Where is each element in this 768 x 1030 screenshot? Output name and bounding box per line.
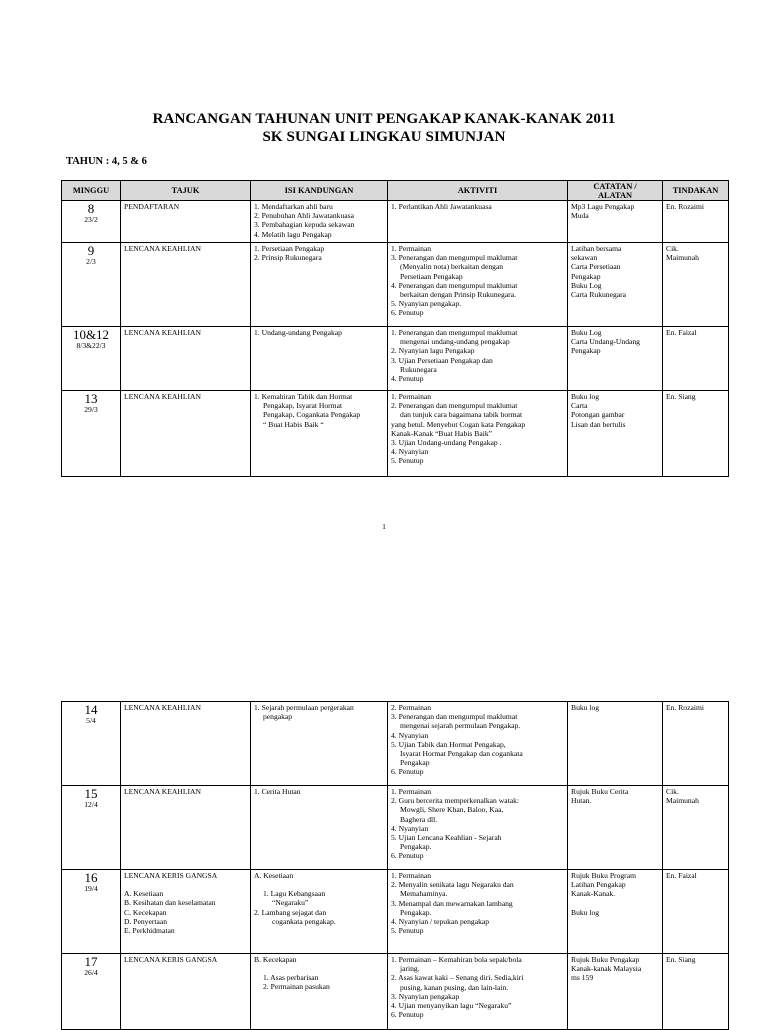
aktiviti-cell <box>388 201 568 243</box>
tindakan-line: Cik. <box>666 787 679 796</box>
isi-line: “Negaraku” <box>272 898 309 908</box>
page-number: 1 <box>382 522 386 531</box>
catatan-line: Rujuk Buku Program <box>571 871 636 880</box>
header-isi-kandungan: ISI KANDUNGAN <box>251 181 388 201</box>
isi-line: 3. Pembahagian kepuda sekawan <box>254 220 355 230</box>
catatan-line: Buku log <box>571 392 600 401</box>
isi-line: 2. Penubuhan Ahli Jawatankuasa <box>254 211 354 221</box>
tajuk-cell <box>121 702 251 786</box>
aktiviti-line: 5. Ujian Tabik dan Hormat Pengakap, <box>391 739 506 749</box>
week-cell <box>62 391 121 477</box>
header-tajuk: TAJUK <box>121 181 251 201</box>
isi-line: pengakap <box>263 712 293 722</box>
tajuk-cell <box>121 327 251 391</box>
isi-kandungan-cell <box>251 327 388 391</box>
week-number: 16 <box>84 870 98 885</box>
isi-line: 1. Undang-undang Pengakap <box>254 328 342 337</box>
catatan-line: Buku Log <box>571 328 602 337</box>
catatan-cell <box>568 201 663 243</box>
aktiviti-line: Pengakap. <box>400 907 432 917</box>
aktiviti-line: berkaitan dengan Prinsip Rukunegara. <box>400 290 516 300</box>
aktiviti-line: 2. Menyalin senikata lagu Negaraku dan <box>391 880 514 890</box>
catatan-gap <box>571 899 659 908</box>
document-title: RANCANGAN TAHUNAN UNIT PENGAKAP KANAK-KANAK 2011 <box>152 111 616 127</box>
isi-kandungan-cell <box>251 243 388 327</box>
aktiviti-line: 3. Penerangan dan mengumpul maklumat <box>391 253 518 263</box>
isi-line: 1. Sejarah permulaan pergerakan <box>254 703 354 712</box>
aktiviti-line: Pengakap. <box>400 842 432 852</box>
aktiviti-line: Memahaminya. <box>400 889 448 899</box>
aktiviti-line: yang betul. Menyebut Cogan kata Pengakap <box>391 419 526 429</box>
isi-line: 2. Lambang sejagat dan <box>254 907 327 917</box>
tajuk-line: LENCANA KEAHLIAN <box>124 392 201 401</box>
week-cell <box>62 702 121 786</box>
tajuk-cell <box>121 870 251 954</box>
catatan-line: Latihan bersama <box>571 244 622 253</box>
isi-line: 1. Asas perbarisan <box>263 973 319 983</box>
week-cell <box>62 327 121 391</box>
week-cell <box>62 786 121 870</box>
week-number: 13 <box>84 391 98 406</box>
catatan-cell <box>568 391 663 477</box>
header-catatan-line2: ALATAN <box>597 190 633 200</box>
schedule-table-page-2 <box>61 701 729 1030</box>
catatan-line: Hutan. <box>571 796 592 806</box>
isi-line: “ Buat Habis Baik “ <box>263 419 324 429</box>
isi-line: cogankata pengakap. <box>272 916 336 926</box>
table-body-page-1 <box>62 201 729 477</box>
aktiviti-line: 4. Nyanyian <box>391 447 429 457</box>
week-number: 17 <box>84 954 98 969</box>
catatan-line: Kanak-kanak Malaysia <box>571 964 642 974</box>
isi-line: 1. Kemahiran Tabik dan Hormat <box>254 392 353 401</box>
tindakan-line: En. Siang <box>666 955 696 964</box>
isi-line: 1. Mendaftarkan ahli baru <box>254 202 333 211</box>
tajuk-cell <box>121 391 251 477</box>
aktiviti-cell <box>388 870 568 954</box>
week-number: 9 <box>87 243 95 258</box>
tindakan-line: En. Rozaimi <box>666 202 704 211</box>
table-body-page-2 <box>62 702 729 1030</box>
catatan-line: Pengakap <box>571 346 601 356</box>
isi-kandungan-cell <box>251 786 388 870</box>
tajuk-cell <box>121 243 251 327</box>
catatan-line: Latihan Pengakap <box>571 880 626 890</box>
aktiviti-line: 4. Penerangan dan mengumpul maklumat <box>391 280 518 290</box>
isi-line: B. Kecekapan <box>254 955 297 964</box>
aktiviti-line: Isyarat Hormat Pengakap dan cogankata <box>400 749 523 759</box>
isi-line: 2. Permainan pasukan <box>263 982 330 992</box>
week-cell <box>62 870 121 954</box>
aktiviti-line: 4. Ujian menyanyikan lagu “Negaraku” <box>391 1001 512 1011</box>
schedule-table-page-1 <box>61 180 729 477</box>
catatan-line: Rujuk Buku Cerita <box>571 787 629 796</box>
week-cell <box>62 201 121 243</box>
tindakan-line: En. Siang <box>666 392 696 401</box>
aktiviti-line: 1. Permainan <box>391 871 432 880</box>
table-row <box>62 201 729 243</box>
tindakan-line: En. Rozaimi <box>666 703 704 712</box>
tindakan-cell <box>663 954 729 1030</box>
header-catatan-alatan <box>568 181 663 201</box>
catatan-line: Carta <box>571 401 588 411</box>
tajuk-line: LENCANA KEAHLIAN <box>124 703 201 712</box>
isi-kandungan-cell <box>251 201 388 243</box>
aktiviti-line: 4. Nyanyian / tepukan pengakap <box>391 917 490 927</box>
aktiviti-line: Rukunegara <box>400 364 437 374</box>
aktiviti-line: 1. Perlantikan Ahli Jawatankuasa <box>391 202 492 211</box>
aktiviti-cell <box>388 702 568 786</box>
aktiviti-line: 5. Ujian Lencana Keahlian - Sejarah <box>391 833 502 843</box>
table-row <box>62 391 729 477</box>
week-date: 5/4 <box>86 716 96 725</box>
catatan-line: Buku Log <box>571 280 602 290</box>
aktiviti-line: pusing, kanan pusing, dan lain-lain. <box>400 982 509 992</box>
week-date: 8/3&22/3 <box>76 341 106 350</box>
aktiviti-line: mengenai undang-undang pengakap <box>400 337 510 347</box>
header-minggu: MINGGU <box>62 181 121 201</box>
aktiviti-line: 2. Asas kawat kaki – Senang diri. Sedia,kiri <box>391 973 524 983</box>
tajuk-cell <box>121 954 251 1030</box>
catatan-cell <box>568 243 663 327</box>
isi-gap <box>254 880 384 889</box>
school-name: SK SUNGAI LINGKAU SIMUNJAN <box>262 129 506 145</box>
aktiviti-cell <box>388 243 568 327</box>
catatan-line: Mp3 Lagu Pengakap <box>571 202 635 211</box>
catatan-line: Kanak-Kanak. <box>571 889 616 899</box>
isi-line: 2. Prinsip Rukunegara <box>254 253 322 263</box>
aktiviti-line: 1. Permainan – Kemahiran bola sepak/bola <box>391 955 522 964</box>
tajuk-cell <box>121 201 251 243</box>
week-date: 29/3 <box>84 405 98 414</box>
aktiviti-line: (Menyalin nota) berkaitan dengan <box>400 262 504 272</box>
catatan-cell <box>568 954 663 1030</box>
aktiviti-line: 6. Penutup <box>391 308 424 318</box>
isi-line: Pengakap, Cogankata Pengakap <box>263 410 361 420</box>
week-cell <box>62 954 121 1030</box>
aktiviti-line: 2. Nyanyian lagu Pengakap <box>391 346 475 356</box>
aktiviti-line: 3. Menampal dan mewarnakan lambang <box>391 898 513 908</box>
catatan-line: Buku log <box>571 907 600 917</box>
week-date: 23/2 <box>84 215 98 224</box>
tajuk-line: C. Kecekapan <box>124 907 167 917</box>
aktiviti-line: 4. Nyanyian <box>391 730 429 740</box>
aktiviti-cell <box>388 954 568 1030</box>
isi-line: 1. Persetiaan Pengakap <box>254 244 325 253</box>
week-number: 15 <box>84 786 98 801</box>
tajuk-line: E. Perkhidmatan <box>124 926 175 936</box>
tindakan-line: Cik. <box>666 244 679 253</box>
tindakan-cell <box>663 702 729 786</box>
aktiviti-line: 5. Nyanyian pengakap. <box>391 299 462 309</box>
tajuk-cell <box>121 786 251 870</box>
aktiviti-line: 3. Ujian Persetiaan Pengakap dan <box>391 355 493 365</box>
tindakan-cell <box>663 201 729 243</box>
catatan-line: Lisan dan bertulis <box>571 419 626 429</box>
aktiviti-line: 2. Penerangan dan mengumpul maklumat <box>391 401 518 411</box>
aktiviti-line: jaring. <box>400 964 420 974</box>
tindakan-cell <box>663 327 729 391</box>
aktiviti-line: 4. Nyanyian <box>391 823 429 833</box>
aktiviti-line: 5. Penutup <box>391 926 424 936</box>
aktiviti-cell <box>388 327 568 391</box>
tajuk-line: D. Penyertaan <box>124 916 168 926</box>
tindakan-cell <box>663 243 729 327</box>
year-label: TAHUN : 4, 5 & 6 <box>66 156 147 167</box>
isi-line: 1. Cerita Hutan <box>254 787 301 796</box>
week-number: 10&12 <box>72 327 110 342</box>
week-date: 12/4 <box>84 800 98 809</box>
table-row <box>62 954 729 1030</box>
aktiviti-line: 2. Permainan <box>391 703 432 712</box>
week-number: 8 <box>87 201 95 216</box>
isi-kandungan-cell <box>251 391 388 477</box>
isi-kandungan-cell <box>251 870 388 954</box>
table-row <box>62 243 729 327</box>
catatan-line: sekawan <box>571 253 598 263</box>
week-date: 19/4 <box>84 884 98 893</box>
tindakan-line: Maimunah <box>666 796 699 806</box>
week-number: 14 <box>84 702 98 717</box>
aktiviti-line: 4. Penutup <box>391 374 424 384</box>
week-cell <box>62 243 121 327</box>
isi-line: 4. Melatih lagu Pengakap <box>254 229 332 239</box>
tindakan-cell <box>663 391 729 477</box>
tajuk-line: A. Kesetiaan <box>124 889 164 899</box>
tindakan-line: En. Faizal <box>666 328 697 337</box>
catatan-line: Carta Undang-Undang <box>571 337 640 347</box>
tindakan-line: Maimunah <box>666 253 699 263</box>
catatan-cell <box>568 702 663 786</box>
catatan-line: Buku log <box>571 703 600 712</box>
aktiviti-cell <box>388 786 568 870</box>
aktiviti-line: 6. Penutup <box>391 851 424 861</box>
aktiviti-line: 3. Ujian Undang-undang Pengakap . <box>391 438 502 448</box>
tindakan-cell <box>663 786 729 870</box>
tajuk-line: LENCANA KERIS GANGSA <box>124 871 218 880</box>
header-aktiviti: AKTIVITI <box>388 181 568 201</box>
tajuk-gap <box>124 880 247 889</box>
week-date: 2/3 <box>86 257 96 266</box>
aktiviti-line: Persetiaan Pengakap <box>400 271 463 281</box>
header-tindakan: TINDAKAN <box>663 181 729 201</box>
aktiviti-line: 1. Permainan <box>391 392 432 401</box>
catatan-line: ms 159 <box>571 973 594 983</box>
catatan-cell <box>568 327 663 391</box>
aktiviti-line: 5. Penutup <box>391 456 424 466</box>
isi-line: Pengakap, Isyarat Hormat <box>263 401 343 411</box>
catatan-line: Pengakap <box>571 271 601 281</box>
aktiviti-line: 3. Nyanyian pengakap <box>391 991 460 1001</box>
isi-kandungan-cell <box>251 954 388 1030</box>
tindakan-cell <box>663 870 729 954</box>
catatan-line: Muda <box>571 211 589 221</box>
catatan-line: Potongan gambar <box>571 410 625 420</box>
tindakan-line: En. Faizal <box>666 871 697 880</box>
isi-kandungan-cell <box>251 702 388 786</box>
catatan-line: Carta Rukunegara <box>571 290 627 300</box>
catatan-line: Carta Persetiaan <box>571 262 621 272</box>
tajuk-line: PENDAFTARAN <box>124 202 180 211</box>
header-catatan-line1: CATATAN / <box>593 181 637 191</box>
aktiviti-line: dan tunjuk cara bagaimana tabik hormat <box>400 410 523 420</box>
aktiviti-line: Mowgli, Shere Khan, Baloo, Kaa, <box>400 805 504 815</box>
table-row <box>62 702 729 786</box>
isi-line: A. Kesetiaan <box>254 871 294 880</box>
table-row <box>62 786 729 870</box>
isi-gap <box>254 964 384 973</box>
catatan-line: Rujuk Buku Pengakap <box>571 955 640 964</box>
catatan-cell <box>568 786 663 870</box>
tajuk-line: B. Kesihatan dan keselamatan <box>124 898 216 908</box>
aktiviti-line: 6. Penutup <box>391 767 424 777</box>
aktiviti-line: Baghera dll. <box>400 814 438 824</box>
aktiviti-line: 6. Penutup <box>391 1010 424 1020</box>
aktiviti-line: Kanak-Kanak “Buat Habis Baik” <box>391 428 493 438</box>
aktiviti-cell <box>388 391 568 477</box>
aktiviti-line: 3. Penerangan dan mengumpul maklumat <box>391 712 518 722</box>
aktiviti-line: 1. Penerangan dan mengumpul maklumat <box>391 328 518 337</box>
isi-line: 1. Lagu Kebangsaan <box>263 889 326 899</box>
aktiviti-line: 2. Guru bercerita memperkenalkan watak: <box>391 796 519 806</box>
table-row <box>62 327 729 391</box>
aktiviti-line: mengenai sejarah permulaan Pengakap. <box>400 721 521 731</box>
tajuk-line: LENCANA KEAHLIAN <box>124 328 201 337</box>
week-date: 26/4 <box>84 968 98 977</box>
tajuk-line: LENCANA KERIS GANGSA <box>124 955 218 964</box>
table-row <box>62 870 729 954</box>
tajuk-line: LENCANA KEAHLIAN <box>124 787 201 796</box>
tajuk-line: LENCANA KEAHLIAN <box>124 244 201 253</box>
aktiviti-line: Pengakap <box>400 758 430 768</box>
table-header-row <box>62 181 729 201</box>
catatan-cell <box>568 870 663 954</box>
aktiviti-line: 1. Permainan <box>391 787 432 796</box>
aktiviti-line: 1. Permainan <box>391 244 432 253</box>
